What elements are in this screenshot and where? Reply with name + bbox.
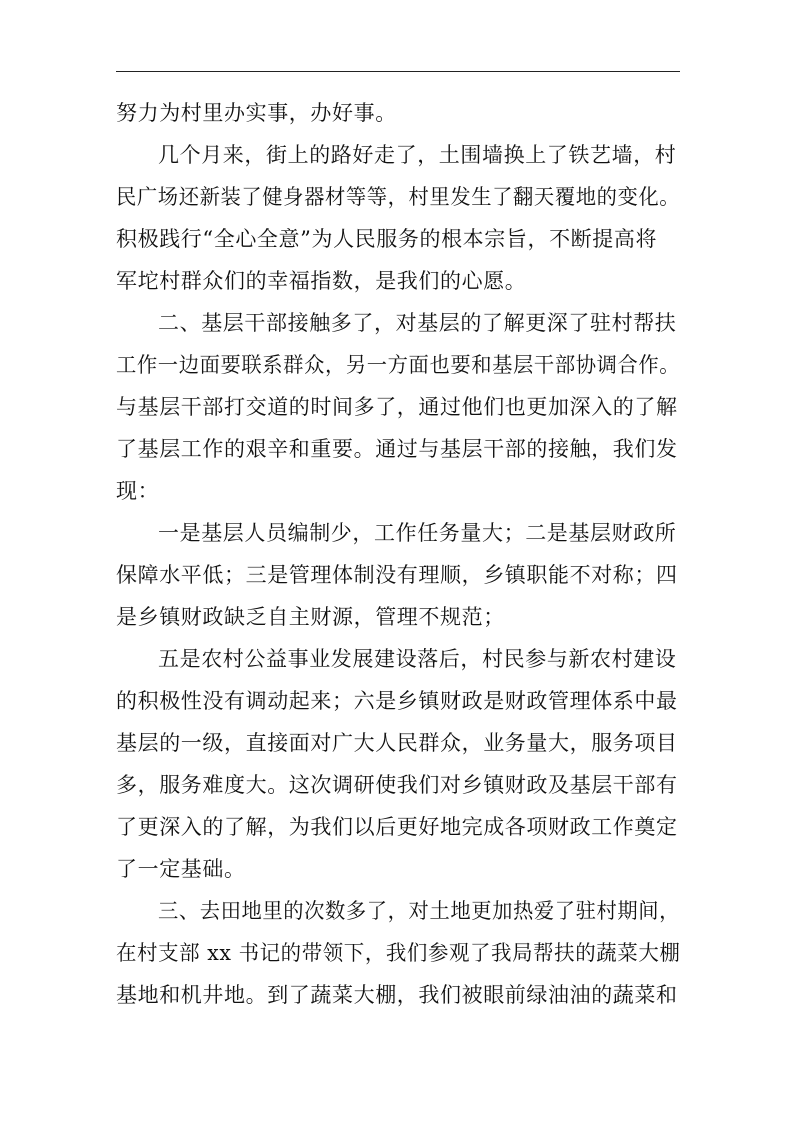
text-line: 与基层干部打交道的时间多了，通过他们也更加深入的了解: [116, 395, 678, 419]
text-line: 积极践行“全心全意”为人民服务的根本宗旨，不断提高将: [116, 227, 658, 251]
text-line: 现：: [116, 479, 160, 503]
text-line: 基地和机井地。到了蔬菜大棚，我们被眼前绿油油的蔬菜和: [116, 983, 678, 1007]
text-line: 努力为村里办实事，办好事。: [116, 101, 397, 125]
text-line: 在村支部 xx 书记的带领下，我们参观了我局帮扶的蔬菜大棚: [116, 941, 681, 965]
text-line: 保障水平低；三是管理体制没有理顺，乡镇职能不对称；四: [116, 563, 678, 587]
text-line: 军坨村群众们的幸福指数，是我们的心愿。: [116, 269, 527, 293]
text-line: 基层的一级，直接面对广大人民群众，业务量大，服务项目: [116, 731, 678, 755]
text-line: 了一定基础。: [116, 857, 246, 881]
text-line: 多，服务难度大。这次调研使我们对乡镇财政及基层干部有: [116, 773, 678, 797]
paragraph-first-line: 一是基层人员编制少，工作任务量大；二是基层财政所: [158, 521, 677, 545]
text-line: 了基层工作的艰辛和重要。通过与基层干部的接触，我们发: [116, 437, 678, 461]
text-line: 了更深入的了解，为我们以后更好地完成各项财政工作奠定: [116, 815, 678, 839]
text-line: 是乡镇财政缺乏自主财源，管理不规范；: [116, 605, 505, 629]
header-rule: [116, 71, 680, 72]
text-line: 工作一边面要联系群众，另一方面也要和基层干部协调合作。: [116, 353, 681, 377]
section-heading-3: 三、去田地里的次数多了，对土地更加热爱了驻村期间，: [158, 899, 680, 923]
paragraph-first-line: 几个月来，街上的路好走了，土围墙换上了铁艺墙，村: [158, 143, 677, 167]
paragraph-first-line: 五是农村公益事业发展建设落后，村民参与新农村建设: [158, 647, 677, 671]
text-line: 的积极性没有调动起来；六是乡镇财政是财政管理体系中最: [116, 689, 678, 713]
text-line: 民广场还新装了健身器材等等，村里发生了翻天覆地的变化。: [116, 185, 681, 209]
section-heading-2: 二、基层干部接触多了，对基层的了解更深了驻村帮扶: [158, 311, 677, 335]
